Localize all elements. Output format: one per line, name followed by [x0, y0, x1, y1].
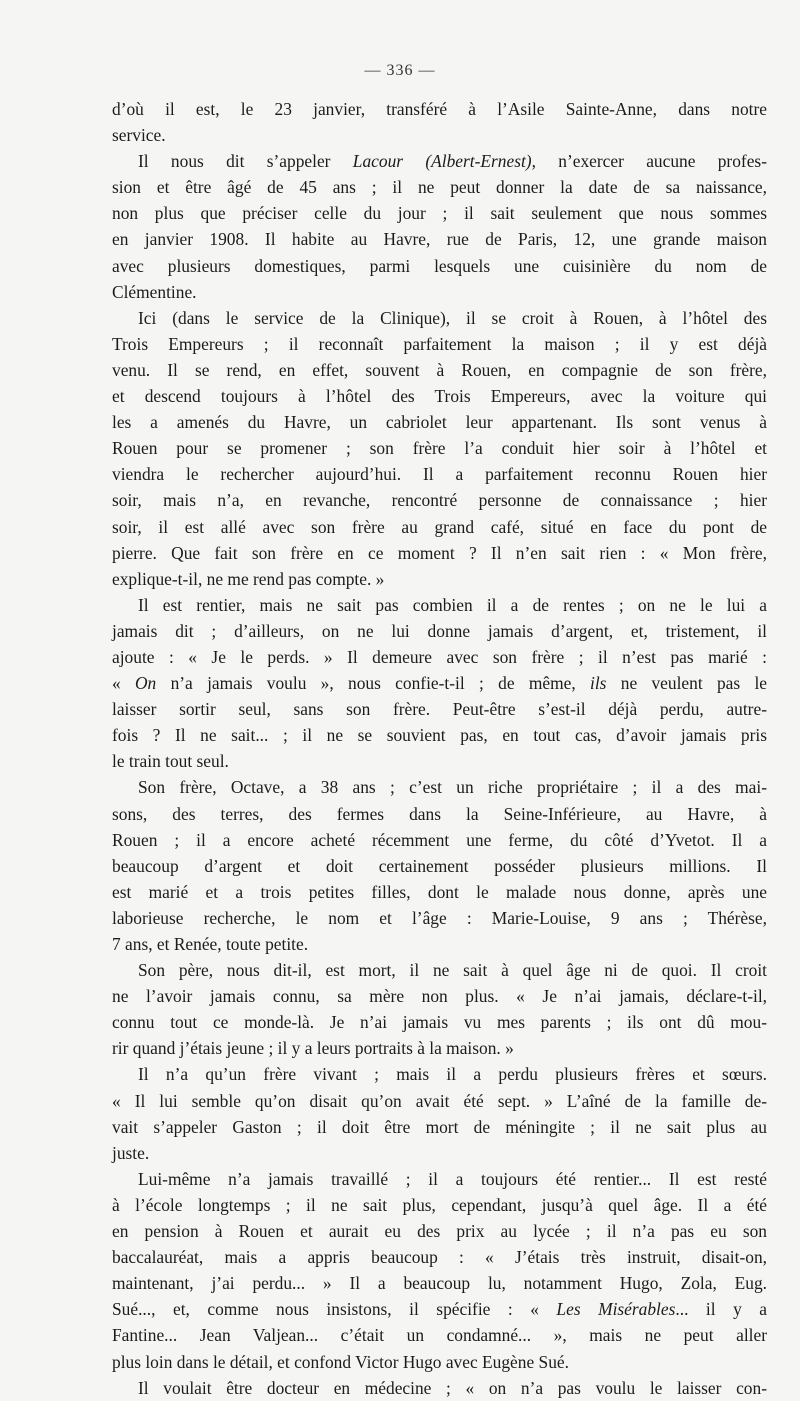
text-line: beaucoup d’argent et doit certainement posséder plusieurs millions. Il — [112, 855, 767, 876]
text-line: explique-t-il, ne me rend pas compte. » — [112, 568, 385, 589]
text-line: « On n’a jamais voulu », nous confie-t-il ; de même, ils ne veulent pas le — [112, 673, 767, 694]
text-line: vait s’appeler Gaston ; il doit être mort de méningite ; il ne sait plus au — [112, 1116, 767, 1137]
text-line: non plus que préciser celle du jour ; il sait seulement que nous sommes — [112, 203, 767, 224]
page-number: — 336 — — [364, 62, 436, 79]
text-line: laborieuse recherche, le nom et l’âge : Marie-Louise, 9 ans ; Thérèse, — [112, 907, 767, 928]
text-line: Clémentine. — [112, 281, 197, 302]
text-line: soir, il est allé avec son frère au grand café, situé en face du pont de — [112, 516, 767, 537]
text-line: venu. Il se rend, en effet, souvent à Rouen, en compagnie de son frère, — [112, 359, 767, 380]
text-line: d’où il est, le 23 janvier, transféré à l’Asile Sainte-Anne, dans notre — [112, 99, 767, 119]
text-line: connu tout ce monde-là. Je n’ai jamais vu mes parents ; ils ont dû mou- — [112, 1012, 767, 1033]
text-line: sons, des terres, des fermes dans la Seine-Inférieure, au Havre, à — [112, 803, 767, 824]
text-line: à l’école longtemps ; il ne sait plus, cependant, jusqu’à quel âge. Il a été — [112, 1194, 767, 1215]
text-line: avec plusieurs domestiques, parmi lesquels une cuisinière du nom de — [112, 255, 767, 276]
text-line: sion et être âgé de 45 ans ; il ne peut donner la date de sa naissance, — [112, 177, 767, 198]
text-line: Il nous dit s’appeler Lacour (Albert-Ernest), n’exercer aucune profes- — [138, 151, 767, 172]
text-line: Fantine... Jean Valjean... c’était un condamné... », mais ne peut aller — [112, 1325, 767, 1346]
text-line: pierre. Que fait son frère en ce moment ? Il n’en sait rien : « Mon frère, — [112, 542, 767, 563]
text-line: ne l’avoir jamais connu, sa mère non plus. « Je n’ai jamais, déclare-t-il, — [112, 986, 767, 1007]
text-line: plus loin dans le détail, et confond Victor Hugo avec Eugène Sué. — [112, 1351, 569, 1372]
text-line: service. — [112, 125, 166, 146]
text-line: rir quand j’étais jeune ; il y a leurs portraits à la maison. » — [112, 1038, 514, 1059]
text-line: le train tout seul. — [112, 751, 229, 772]
text-line: Trois Empereurs ; il reconnaît parfaitement la maison ; il y est déjà — [112, 333, 767, 354]
text-line: Lui-même n’a jamais travaillé ; il a toujours été rentier... Il est resté — [138, 1168, 767, 1189]
text-line: Il voulait être docteur en médecine ; « on n’a pas voulu le laisser con- — [138, 1377, 767, 1398]
text-line: Rouen ; il a encore acheté récemment une ferme, du côté d’Yvetot. Il a — [112, 829, 767, 850]
text-line: « Il lui semble qu’on disait qu’on avait été sept. » L’aîné de la famille de- — [112, 1090, 767, 1111]
text-line: viendra le rechercher aujourd’hui. Il a parfaitement reconnu Rouen hier — [112, 464, 767, 485]
text-line: les a amenés du Havre, un cabriolet leur appartenant. Ils sont venus à — [112, 412, 767, 433]
text-line: baccalauréat, mais a appris beaucoup : « J’étais très instruit, disait-on, — [112, 1247, 767, 1268]
text-line: maintenant, j’ai perdu... » Il a beaucoup lu, notamment Hugo, Zola, Eug. — [112, 1273, 767, 1294]
text-line: est marié et a trois petites filles, dont le malade nous donne, après une — [112, 881, 767, 902]
text-line: Sué..., et, comme nous insistons, il spécifie : « Les Misérables... il y a — [112, 1299, 767, 1320]
text-line: soir, mais n’a, en revanche, rencontré personne de connaissance ; hier — [112, 490, 767, 511]
text-line: et descend toujours à l’hôtel des Trois Empereurs, avec la voiture qui — [112, 386, 767, 407]
text-line: Rouen pour se promener ; son frère l’a conduit hier soir à l’hôtel et — [112, 438, 767, 459]
body-text — [112, 96, 767, 1401]
text-line: Il n’a qu’un frère vivant ; mais il a perdu plusieurs frères et sœurs. — [138, 1064, 767, 1085]
text-line: juste. — [112, 1142, 150, 1163]
text-line: laisser sortir seul, sans son frère. Peut-être s’est-il déjà perdu, autre- — [112, 699, 767, 720]
text-line: en janvier 1908. Il habite au Havre, rue de Paris, 12, une grande maison — [112, 229, 767, 250]
text-line: fois ? Il ne sait... ; il ne se souvient pas, en tout cas, d’avoir jamais pris — [112, 725, 767, 746]
text-line: Son frère, Octave, a 38 ans ; c’est un riche propriétaire ; il a des mai- — [138, 777, 767, 798]
text-line: Il est rentier, mais ne sait pas combien il a de rentes ; on ne le lui a — [138, 594, 767, 615]
text-line: en pension à Rouen et aurait eu des prix au lycée ; il n’a pas eu son — [112, 1221, 767, 1242]
text-line: 7 ans, et Renée, toute petite. — [112, 934, 309, 954]
text-line: jamais dit ; d’ailleurs, on ne lui donne jamais d’argent, et, tristement, il — [112, 620, 767, 641]
text-line: Ici (dans le service de la Clinique), il se croit à Rouen, à l’hôtel des — [138, 307, 767, 328]
text-line: ajoute : « Je le perds. » Il demeure avec son frère ; il n’est pas marié : — [112, 646, 767, 667]
text-line: Son père, nous dit-il, est mort, il ne sait à quel âge ni de quoi. Il croit — [138, 960, 767, 981]
